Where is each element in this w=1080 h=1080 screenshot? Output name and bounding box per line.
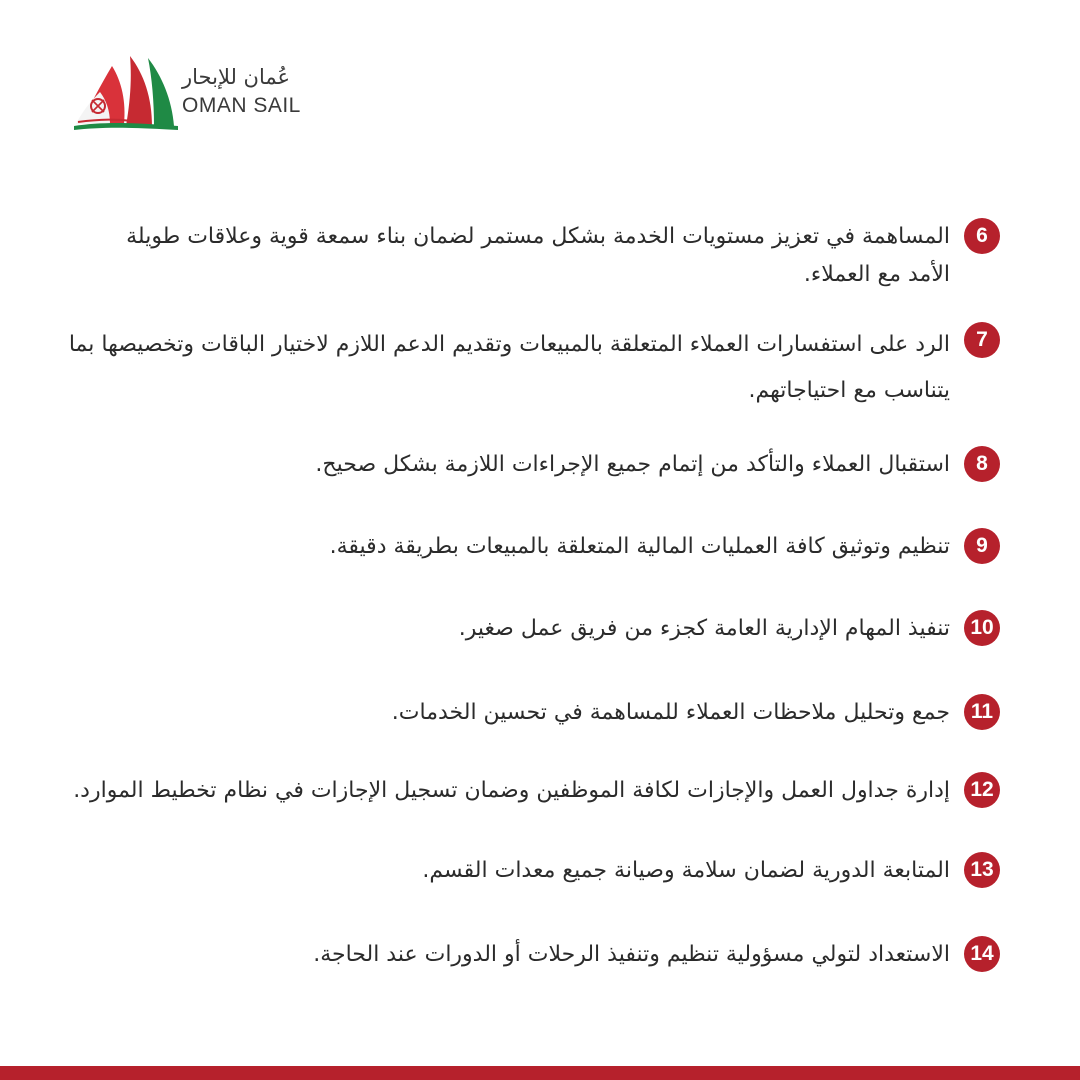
list-item — [80, 218, 1000, 294]
bottom-accent-bar — [0, 1066, 1080, 1080]
item-text: جمع وتحليل ملاحظات العملاء للمساهمة في تحسين الخدمات. — [391, 700, 950, 725]
item-number-badge: 10 — [964, 610, 1000, 646]
item-text: استقبال العملاء والتأكد من إتمام جميع الإجراءات اللازمة بشكل صحيح. — [315, 452, 950, 477]
item-text: تنفيذ المهام الإدارية العامة كجزء من فريق عمل صغير. — [458, 616, 950, 641]
item-number-badge: 9 — [964, 528, 1000, 564]
list-item — [80, 852, 1000, 890]
list-item — [80, 610, 1000, 648]
list-item — [60, 322, 1000, 414]
item-number-badge: 14 — [964, 936, 1000, 972]
item-text: تنظيم وتوثيق كافة العمليات المالية المتعلقة بالمبيعات بطريقة دقيقة. — [329, 534, 950, 559]
item-number-badge: 13 — [964, 852, 1000, 888]
item-number-badge: 7 — [964, 322, 1000, 358]
item-text: المساهمة في تعزيز مستويات الخدمة بشكل مستمر لضمان بناء سمعة قوية وعلاقات طويلة الأمد مع العملاء. — [126, 224, 950, 287]
list-item — [80, 446, 1000, 484]
item-number-badge: 6 — [964, 218, 1000, 254]
list-item — [80, 936, 1000, 974]
item-number-badge: 11 — [964, 694, 1000, 730]
item-text: الاستعداد لتولي مسؤولية تنظيم وتنفيذ الرحلات أو الدورات عند الحاجة. — [313, 942, 950, 967]
list-item — [80, 528, 1000, 566]
list-item — [60, 772, 1000, 810]
list-item — [80, 694, 1000, 732]
item-number-badge: 8 — [964, 446, 1000, 482]
item-text: إدارة جداول العمل والإجازات لكافة الموظفين وضمان تسجيل الإجازات في نظام تخطيط الموارد. — [73, 778, 950, 803]
item-text: المتابعة الدورية لضمان سلامة وصيانة جميع معدات القسم. — [422, 858, 950, 883]
logo-english-text: OMAN SAIL — [182, 94, 301, 117]
item-number-badge: 12 — [964, 772, 1000, 808]
item-text: الرد على استفسارات العملاء المتعلقة بالمبيعات وتقديم الدعم اللازم لاختيار الباقات وتخصيصها بما يتناسب مع احتياجاتهم. — [68, 332, 950, 403]
logo-arabic-text: عُمان للإبحار — [182, 65, 291, 89]
